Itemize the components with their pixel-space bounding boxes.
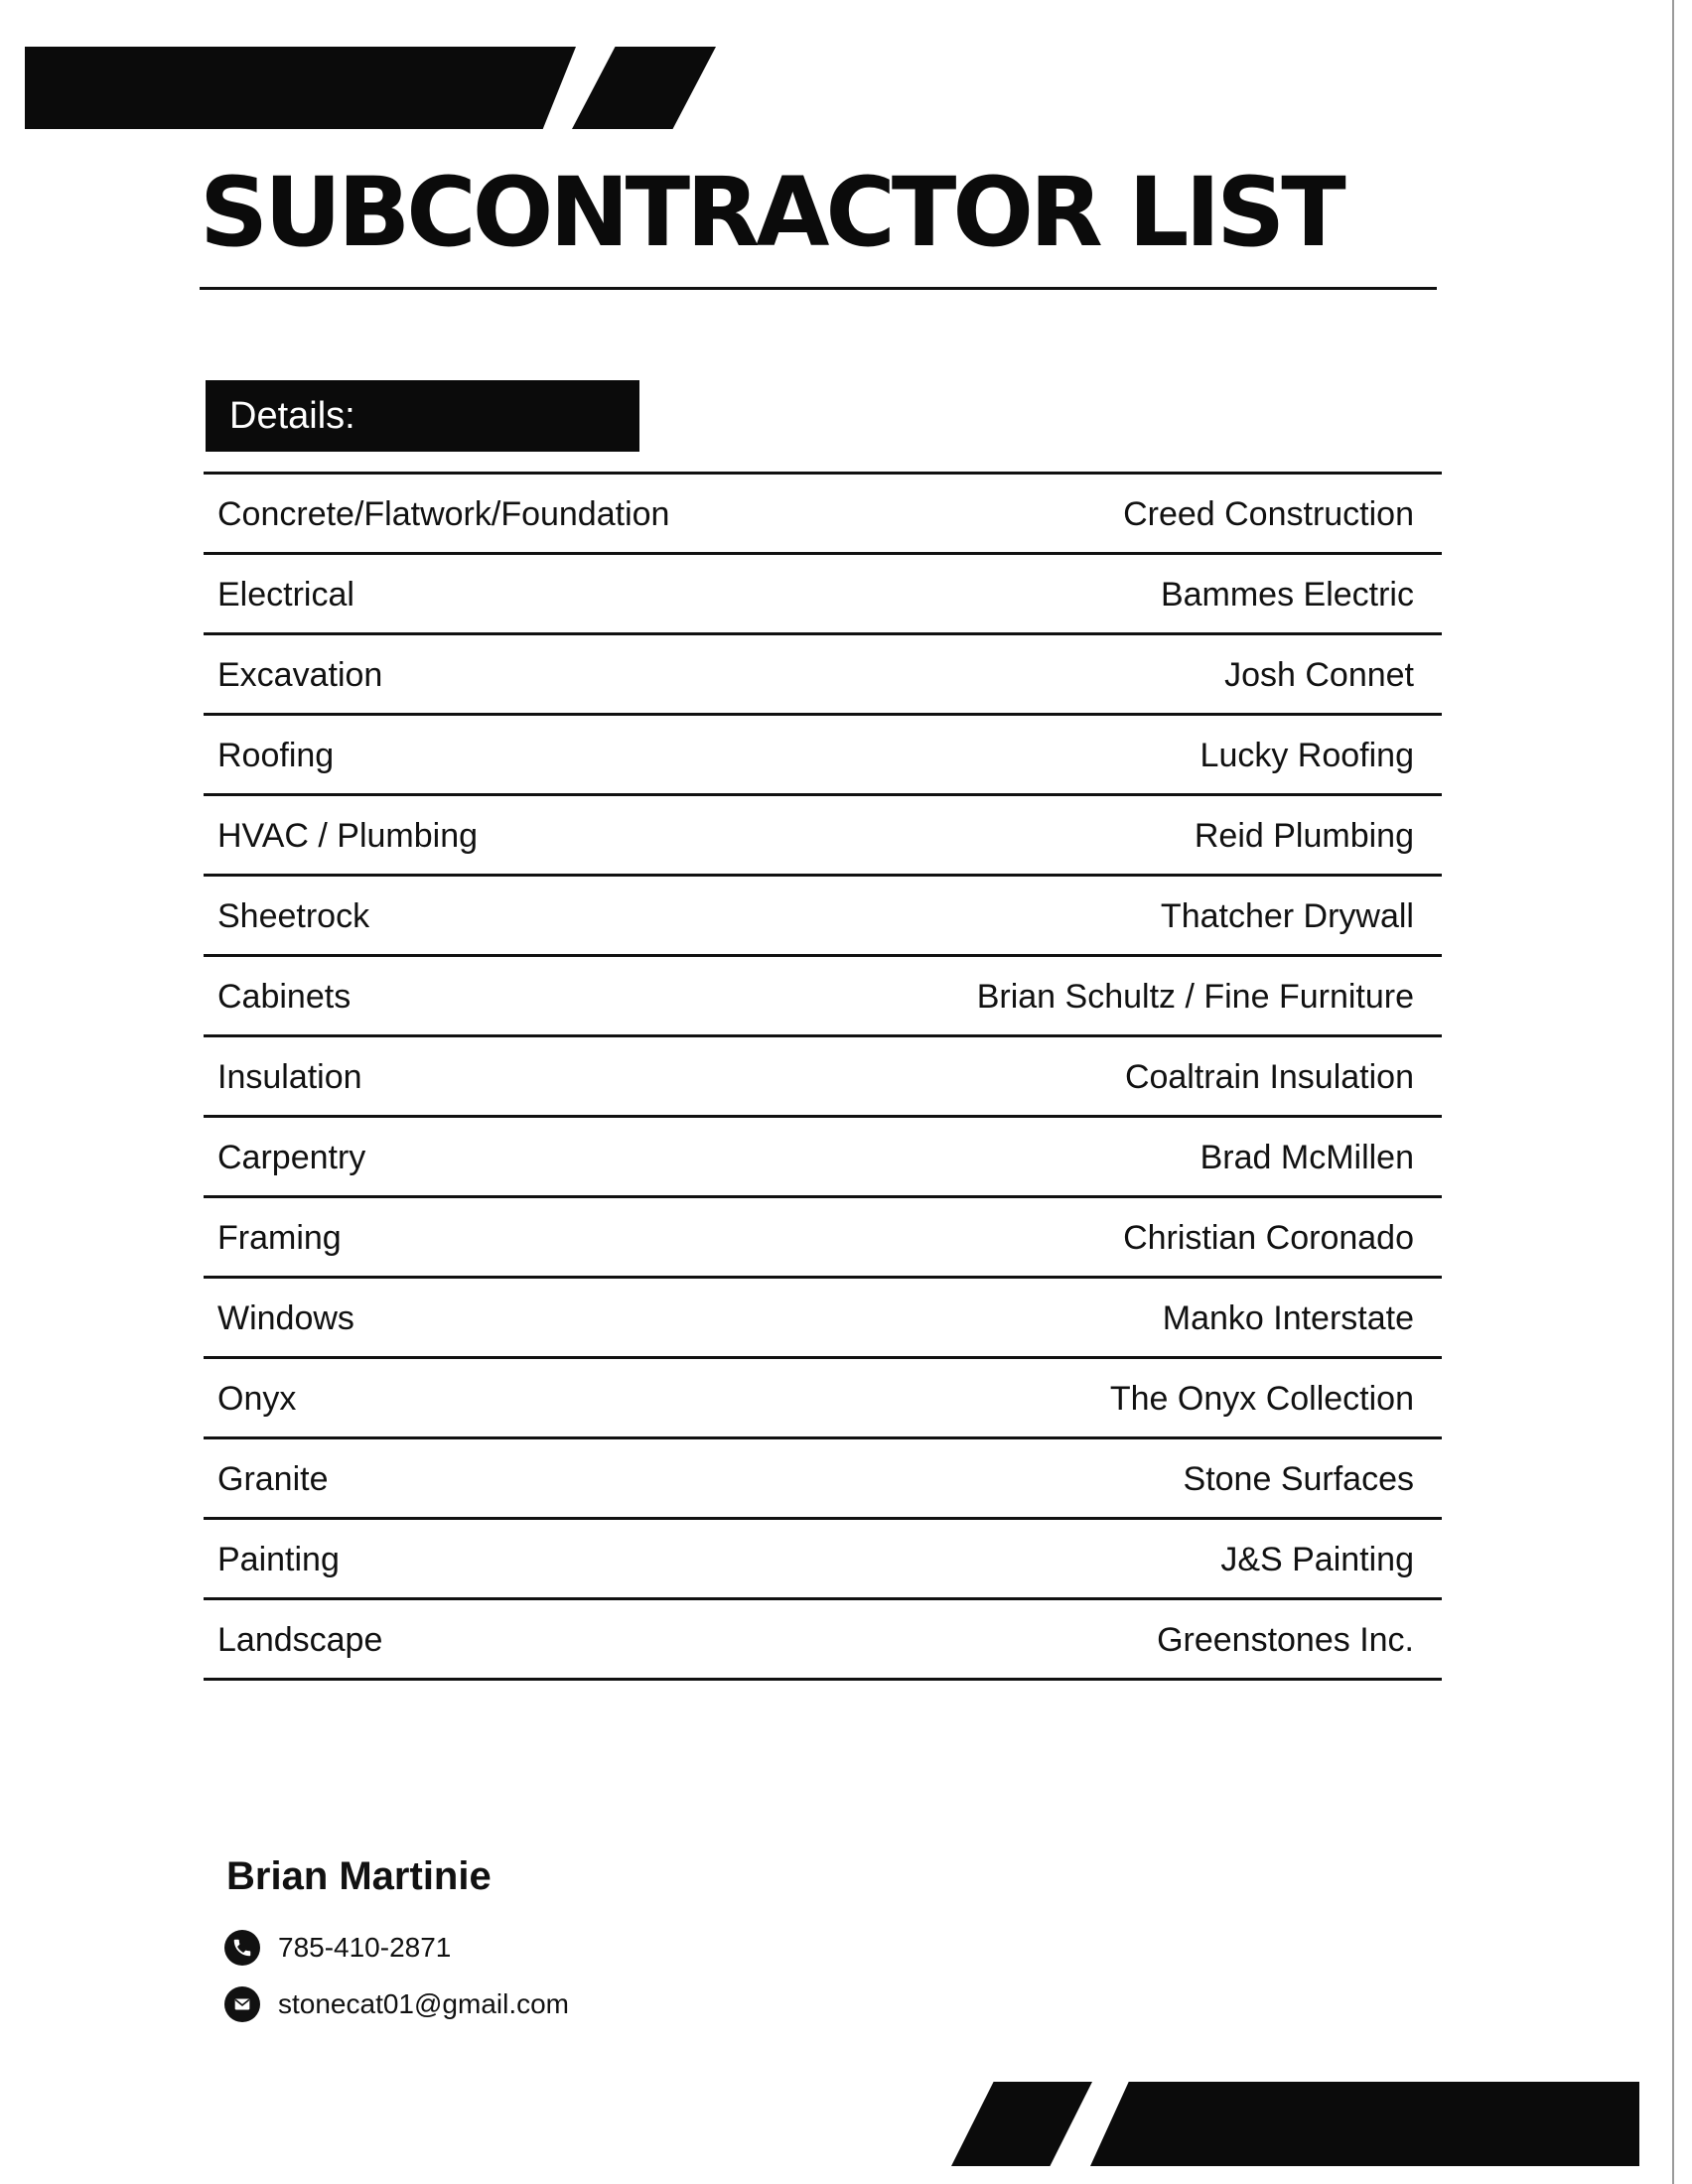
table-row <box>204 877 1442 957</box>
header-decoration-slash <box>572 47 716 129</box>
contact-name: Brian Martinie <box>226 1854 492 1898</box>
trade-name: Windows <box>217 1299 354 1337</box>
trade-name: Cabinets <box>217 978 352 1016</box>
company-name: Brian Schultz / Fine Furniture <box>976 978 1414 1016</box>
contact-email <box>224 1986 569 2022</box>
company-name: Lucky Roofing <box>1199 737 1414 774</box>
table-row <box>204 1439 1442 1520</box>
mail-icon <box>224 1986 260 2022</box>
subcontractor-table <box>204 475 1442 1681</box>
trade-name: HVAC / Plumbing <box>217 817 479 855</box>
table-row <box>204 1198 1442 1279</box>
footer-decoration-slash <box>951 2082 1092 2166</box>
phone-icon <box>224 1930 260 1966</box>
details-heading: Details: <box>206 380 639 452</box>
company-name: Stone Surfaces <box>1183 1460 1414 1498</box>
table-row <box>204 1279 1442 1359</box>
trade-name: Electrical <box>217 576 354 614</box>
footer-decoration-bar <box>1090 2082 1639 2166</box>
company-name: Manko Interstate <box>1162 1299 1414 1337</box>
table-row <box>204 555 1442 635</box>
company-name: Bammes Electric <box>1160 576 1414 614</box>
trade-name: Roofing <box>217 737 335 774</box>
table-row <box>204 1037 1442 1118</box>
company-name: Thatcher Drywall <box>1160 897 1414 935</box>
page-title: SUBCONTRACTOR LIST <box>200 157 1342 268</box>
trade-name: Landscape <box>217 1621 383 1659</box>
phone-number[interactable]: 785-410-2871 <box>278 1932 452 1963</box>
table-row <box>204 1118 1442 1198</box>
company-name: Creed Construction <box>1123 495 1414 533</box>
table-row <box>204 716 1442 796</box>
company-name: Coaltrain Insulation <box>1124 1058 1414 1096</box>
company-name: Christian Coronado <box>1123 1219 1414 1257</box>
table-row <box>204 1359 1442 1439</box>
company-name: The Onyx Collection <box>1109 1380 1414 1418</box>
table-row <box>204 475 1442 555</box>
contact-phone <box>224 1930 451 1966</box>
trade-name: Painting <box>217 1541 340 1578</box>
table-row <box>204 635 1442 716</box>
trade-name: Insulation <box>217 1058 362 1096</box>
header-decoration-bar <box>25 47 576 129</box>
trade-name: Excavation <box>217 656 383 694</box>
company-name: Josh Connet <box>1224 656 1414 694</box>
trade-name: Granite <box>217 1460 329 1498</box>
table-row <box>204 957 1442 1037</box>
scan-edge-line <box>1672 0 1674 2184</box>
title-underline <box>200 287 1437 290</box>
company-name: J&S Painting <box>1220 1541 1414 1578</box>
trade-name: Carpentry <box>217 1139 366 1176</box>
trade-name: Framing <box>217 1219 342 1257</box>
table-row <box>204 1520 1442 1600</box>
company-name: Reid Plumbing <box>1194 817 1414 855</box>
trade-name: Concrete/Flatwork/Foundation <box>217 495 670 533</box>
table-row <box>204 1600 1442 1681</box>
company-name: Greenstones Inc. <box>1157 1621 1414 1659</box>
email-address[interactable]: stonecat01@gmail.com <box>278 1988 570 2019</box>
table-row <box>204 796 1442 877</box>
trade-name: Sheetrock <box>217 897 370 935</box>
company-name: Brad McMillen <box>1199 1139 1414 1176</box>
trade-name: Onyx <box>217 1380 297 1418</box>
